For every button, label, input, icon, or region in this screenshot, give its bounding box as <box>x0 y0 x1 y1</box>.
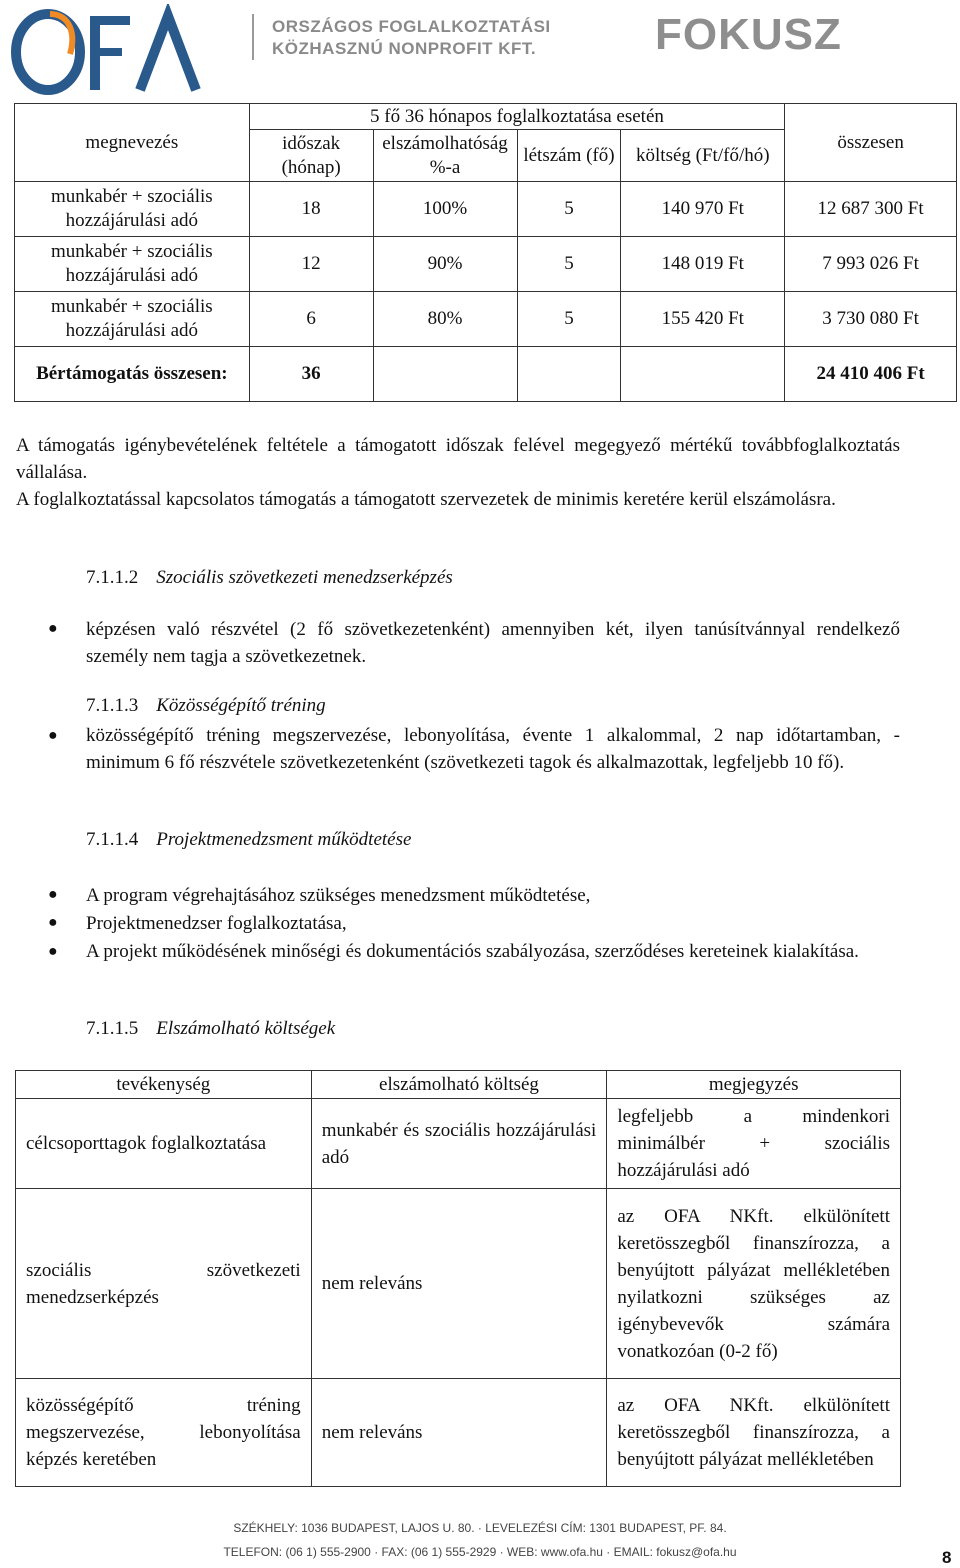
bullet-icon: ● <box>48 943 58 960</box>
header-name: megnevezés <box>15 104 250 182</box>
org-name-line1: ORSZÁGOS FOGLALKOZTATÁSI <box>272 17 551 36</box>
row-name: munkabér + szociális hozzájárulási adó <box>15 182 250 237</box>
row-cost: 140 970 Ft <box>621 182 785 237</box>
ofa-logo <box>10 4 210 100</box>
header-rate: elszámolhatóság %-a <box>373 130 517 182</box>
cell-activity: közösségépítő tréning megszervezése, lebonyolítása képzés keretében <box>16 1379 312 1487</box>
cell-activity: szociális szövetkezeti menedzserképzés <box>16 1189 312 1379</box>
section-heading <box>86 564 453 591</box>
row-cost: 155 420 Ft <box>621 292 785 347</box>
footer-address: SZÉKHELY: 1036 BUDAPEST, LAJOS U. 80. · LEVELEZÉSI CÍM: 1301 BUDAPEST, PF. 84. <box>233 1521 727 1535</box>
row-count: 5 <box>517 292 621 347</box>
paragraph-de-minimis: A foglalkoztatással kapcsolatos támogatás a támogatott szervezetek de minimis keretére kerül elszámolásra. <box>16 489 836 510</box>
eligible-costs-table <box>15 1070 901 1487</box>
bullet-icon: ● <box>48 914 58 931</box>
table-row <box>15 182 957 237</box>
cell-note: az OFA NKft. elkülönített keretösszegből finanszírozza, a benyújtott pályázat mellékletében nyilatkozni szükséges az igénybevevők számára vonatkozóan (0-2 fő) <box>607 1189 901 1379</box>
sum-row <box>15 347 957 402</box>
table-row <box>15 237 957 292</box>
sum-row-period: 36 <box>249 347 373 402</box>
row-total: 3 730 080 Ft <box>785 292 957 347</box>
sum-row-empty <box>373 347 517 402</box>
row-period: 12 <box>249 237 373 292</box>
row-total: 12 687 300 Ft <box>785 182 957 237</box>
row-rate: 80% <box>373 292 517 347</box>
section-title: Közösségépítő tréning <box>156 695 326 716</box>
list-item: Projektmenedzser foglalkoztatása, <box>86 913 347 934</box>
row-total: 7 993 026 Ft <box>785 237 957 292</box>
org-name-line2: KÖZHASZNÚ NONPROFIT KFT. <box>272 39 537 58</box>
row-period: 18 <box>249 182 373 237</box>
row-name: munkabér + szociális hozzájárulási adó <box>15 237 250 292</box>
sum-row-total: 24 410 406 Ft <box>785 347 957 402</box>
header-activity: tevékenység <box>16 1071 312 1099</box>
section-number: 7.1.1.2 <box>86 567 139 588</box>
row-rate: 90% <box>373 237 517 292</box>
sum-row-name: Bértámogatás összesen: <box>15 347 250 402</box>
org-name <box>272 16 551 60</box>
cell-eligible-cost: nem releváns <box>311 1189 607 1379</box>
list-item: A program végrehajtásához szükséges menedzsment működtetése, <box>86 885 591 906</box>
cell-activity: célcsoporttagok foglalkoztatása <box>16 1099 312 1189</box>
cell-note: az OFA NKft. elkülönített keretösszegből finanszírozza, a benyújtott pályázat mellékletében <box>607 1379 901 1487</box>
row-cost: 148 019 Ft <box>621 237 785 292</box>
paragraph-condition: A támogatás igénybevételének feltétele a támogatott időszak felével megegyező mértékű továbbfoglalkoztatás vállalása. <box>16 435 900 483</box>
list-item: képzésen való részvétel (2 fő szövetkezetenként) amennyiben két, ilyen tanúsítvánnyal rendelkező személy nem tagja a szövetkezetnek. <box>86 619 900 667</box>
cell-note: legfeljebb a mindenkori minimálbér + szociális hozzájárulási adó <box>607 1099 901 1189</box>
header-divider <box>252 14 254 60</box>
footer-contact: TELEFON: (06 1) 555-2900 · FAX: (06 1) 555-2929 · WEB: www.ofa.hu · EMAIL: fokusz@ofa.hu <box>223 1545 737 1559</box>
header-count: létszám (fő) <box>517 130 621 182</box>
header-note: megjegyzés <box>607 1071 901 1099</box>
section-title: Szociális szövetkezeti menedzserképzés <box>156 567 453 588</box>
header-total: összesen <box>785 104 957 182</box>
sum-row-empty <box>621 347 785 402</box>
row-count: 5 <box>517 237 621 292</box>
cell-eligible-cost: munkabér és szociális hozzájárulási adó <box>311 1099 607 1189</box>
header-span: 5 fő 36 hónapos foglalkoztatása esetén <box>249 104 784 130</box>
section-title: Elszámolható költségek <box>156 1018 336 1039</box>
section-number: 7.1.1.4 <box>86 829 139 850</box>
row-name: munkabér + szociális hozzájárulási adó <box>15 292 250 347</box>
bullet-icon: ● <box>48 727 58 744</box>
fokusz-logo-text: FOKUSZ <box>655 10 842 59</box>
section-heading <box>86 692 326 719</box>
table-row <box>16 1379 901 1487</box>
list-item: közösségépítő tréning megszervezése, lebonyolítása, évente 1 alkalommal, 2 nap időtartamban, - minimum 6 fő részvétele szövetkezetenként (szövetkezeti tagok és alkalmazottak, legfeljebb 10 fő). <box>86 725 900 773</box>
table-row <box>15 292 957 347</box>
table-row <box>16 1099 901 1189</box>
cell-eligible-cost: nem releváns <box>311 1379 607 1487</box>
header-period: időszak (hónap) <box>249 130 373 182</box>
table-row <box>16 1189 901 1379</box>
list-item: A projekt működésének minőségi és dokumentációs szabályozása, szerződéses kereteinek kialakítása. <box>86 941 859 962</box>
section-heading <box>86 1015 335 1042</box>
section-heading <box>86 826 411 853</box>
section-number: 7.1.1.3 <box>86 695 139 716</box>
section-title: Projektmenedzsment működtetése <box>156 829 412 850</box>
section-number: 7.1.1.5 <box>86 1018 139 1039</box>
header-cost: költség (Ft/fő/hó) <box>621 130 785 182</box>
row-count: 5 <box>517 182 621 237</box>
ofa-logo-icon <box>10 4 210 100</box>
cost-table <box>14 103 957 402</box>
bullet-icon: ● <box>48 620 58 637</box>
sum-row-empty <box>517 347 621 402</box>
page-number: 8 <box>942 1548 952 1567</box>
row-period: 6 <box>249 292 373 347</box>
fokusz-logo <box>655 10 842 60</box>
bullet-icon: ● <box>48 886 58 903</box>
header-eligible-cost: elszámolható költség <box>311 1071 607 1099</box>
row-rate: 100% <box>373 182 517 237</box>
